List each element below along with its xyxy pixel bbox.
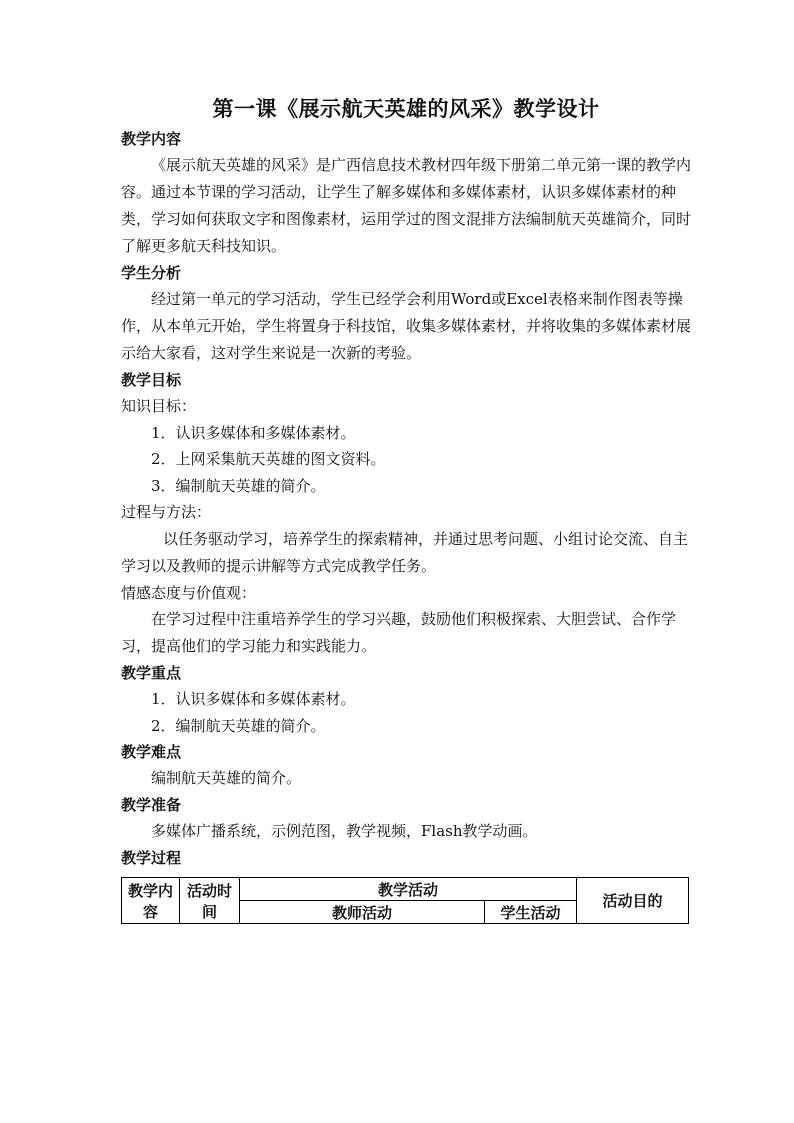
paragraph-content: 《展示航天英雄的风采》是广西信息技术教材四年级下册第二单元第一课的教学内容。通过本节课的学习活动，让学生了解多媒体和多媒体素材，认识多媒体素材的种类，学习如何获取文字和图像素材，运用学过的图文混排方法编制航天英雄简介，同时了解更多航天科技知识。: [121, 156, 692, 255]
heading-preparation: 教学准备: [121, 796, 182, 814]
teaching-process-table: [121, 877, 689, 924]
paragraph-difficulty: 编制航天英雄的简介。: [151, 769, 302, 787]
paragraph-process-methods: 以任务驱动学习，培养学生的探索精神，并通过思考问题、小组讨论交流、自主学习以及教师的提示讲解等方式完成教学任务。: [121, 529, 689, 575]
knowledge-goal-item: 2．上网采集航天英雄的图文资料。: [151, 450, 386, 468]
heading-content: 教学内容: [121, 130, 182, 148]
knowledge-goal-item: 1．认识多媒体和多媒体素材。: [151, 423, 356, 442]
heading-process: 教学过程: [121, 849, 182, 867]
label-knowledge-goals: 知识目标：: [121, 397, 197, 415]
key-point-item: 1．认识多媒体和多媒体素材。: [151, 690, 356, 708]
paragraph-preparation: 多媒体广播系统，示例范图，教学视频，Flash教学动画。: [151, 822, 538, 840]
document-page: [121, 92, 691, 924]
label-process-methods: 过程与方法：: [121, 503, 212, 521]
document-title: 第一课《展示航天英雄的风采》教学设计: [212, 96, 600, 121]
paragraph-emotion-values: 在学习过程中注重培养学生的学习兴趣，鼓励他们积极探索、大胆尝试、合作学习，提高他们的学习能力和实践能力。: [121, 610, 677, 655]
header-teaching-content: 教学内容: [122, 878, 180, 924]
header-teacher-activity: 教师活动: [240, 901, 485, 924]
header-teaching-activity: 教学活动: [240, 878, 577, 901]
heading-analysis: 学生分析: [121, 264, 182, 282]
heading-difficulty: 教学难点: [121, 743, 182, 761]
paragraph-analysis: 经过第一单元的学习活动，学生已经学会利用Word或Excel表格来制作图表等操作，从本单元开始，学生将置身于科技馆，收集多媒体素材，并将收集的多媒体素材展示给大家看，这对学生来说是一次新的考验。: [121, 290, 692, 362]
header-activity-time: 活动时间: [180, 878, 240, 924]
label-emotion-values: 情感态度与价值观：: [121, 583, 257, 602]
knowledge-goal-item: 3．编制航天英雄的简介。: [151, 476, 326, 495]
heading-goals: 教学目标: [121, 371, 182, 389]
heading-key-points: 教学重点: [121, 664, 182, 682]
key-point-item: 2．编制航天英雄的简介。: [151, 716, 326, 735]
header-student-activity: 学生活动: [485, 901, 577, 924]
header-activity-purpose: 活动目的: [577, 878, 689, 924]
